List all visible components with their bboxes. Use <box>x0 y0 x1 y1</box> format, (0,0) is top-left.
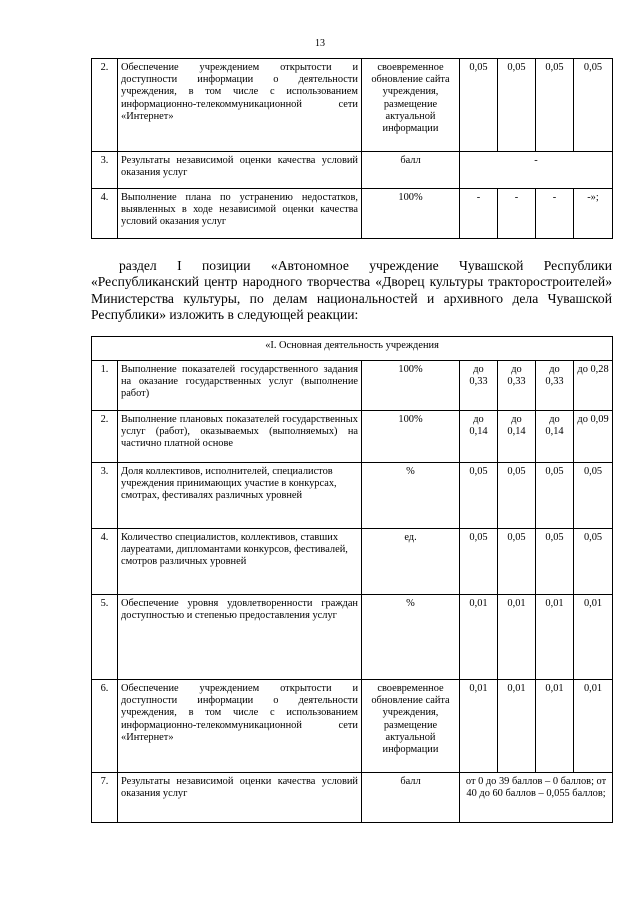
row-number: 6. <box>92 680 118 773</box>
row-value: 0,01 <box>536 595 574 680</box>
row-description: Обеспечение учреждением открытости и доступности информации о деятельности учреждения, в том числе с использованием информационно-телекоммуникационной сети «Интернет» <box>118 59 362 152</box>
row-value: 0,05 <box>498 463 536 529</box>
row-value: 0,01 <box>574 680 613 773</box>
row-description: Выполнение показателей государственного задания на оказание государственных услуг (выполнение работ) <box>118 361 362 411</box>
row-unit: 100% <box>362 361 460 411</box>
row-value: - <box>536 189 574 239</box>
row-description: Результаты независимой оценки качества условий оказания услуг <box>118 152 362 189</box>
table-main <box>91 336 613 823</box>
row-value: 0,05 <box>460 529 498 595</box>
row-number: 7. <box>92 773 118 823</box>
row-unit: своевременное обновление сайта учреждения, размещение актуальной информации <box>362 59 460 152</box>
row-value: 0,05 <box>574 529 613 595</box>
table-row <box>92 680 613 773</box>
row-unit: своевременное обновление сайта учреждения, размещение актуальной информации <box>362 680 460 773</box>
row-number: 3. <box>92 152 118 189</box>
row-value-span: - <box>460 152 613 189</box>
row-number: 4. <box>92 189 118 239</box>
row-description: Обеспечение учреждением открытости и доступности информации о деятельности учреждения, в том числе с использованием информационно-телекоммуникационной сети «Интернет» <box>118 680 362 773</box>
row-number: 2. <box>92 59 118 152</box>
row-value: 0,05 <box>498 59 536 152</box>
row-value: до 0,33 <box>536 361 574 411</box>
row-description: Доля коллективов, исполнителей, специалистов учреждения принимающих участие в конкурсах, смотрах, фестивалях различных уровней <box>118 463 362 529</box>
row-value: до 0,14 <box>460 411 498 463</box>
section-header-row <box>92 337 613 361</box>
row-value: до 0,09 <box>574 411 613 463</box>
row-value: 0,05 <box>574 59 613 152</box>
row-value: 0,01 <box>460 595 498 680</box>
table-row <box>92 152 613 189</box>
row-number: 5. <box>92 595 118 680</box>
body-paragraph <box>91 258 612 324</box>
table-row <box>92 595 613 680</box>
row-value-span: от 0 до 39 баллов – 0 баллов; от 40 до 60 баллов – 0,055 баллов; <box>460 773 613 823</box>
row-unit: балл <box>362 773 460 823</box>
row-value: 0,01 <box>498 680 536 773</box>
row-number: 4. <box>92 529 118 595</box>
row-value: до 0,33 <box>498 361 536 411</box>
row-value: 0,01 <box>498 595 536 680</box>
row-value: до 0,14 <box>498 411 536 463</box>
row-value: 0,05 <box>460 463 498 529</box>
row-value: 0,05 <box>460 59 498 152</box>
row-unit: ед. <box>362 529 460 595</box>
row-unit: 100% <box>362 189 460 239</box>
row-value: 0,01 <box>574 595 613 680</box>
table-row <box>92 463 613 529</box>
row-description: Выполнение плана по устранению недостатков, выявленных в ходе независимой оценки качества условий оказания услуг <box>118 189 362 239</box>
row-value: - <box>460 189 498 239</box>
row-description: Обеспечение уровня удовлетворенности граждан доступностью и степенью предоставления услуг <box>118 595 362 680</box>
table-row <box>92 411 613 463</box>
table-row <box>92 773 613 823</box>
table-row <box>92 189 613 239</box>
row-value: 0,05 <box>498 529 536 595</box>
row-value: -»; <box>574 189 613 239</box>
table-row <box>92 529 613 595</box>
row-number: 3. <box>92 463 118 529</box>
row-value: 0,05 <box>536 463 574 529</box>
row-value: 0,05 <box>536 59 574 152</box>
row-unit: % <box>362 463 460 529</box>
row-unit: балл <box>362 152 460 189</box>
row-unit: 100% <box>362 411 460 463</box>
row-value: до 0,14 <box>536 411 574 463</box>
table-row <box>92 361 613 411</box>
table-row <box>92 59 613 152</box>
row-value: 0,05 <box>536 529 574 595</box>
row-description: Количество специалистов, коллективов, ставших лауреатами, дипломантами конкурсов, фестивалей, смотров различных уровней <box>118 529 362 595</box>
row-value: 0,05 <box>574 463 613 529</box>
row-value: 0,01 <box>460 680 498 773</box>
table-top <box>91 58 613 239</box>
page-number: 13 <box>315 38 325 49</box>
row-value: 0,01 <box>536 680 574 773</box>
row-value: - <box>498 189 536 239</box>
row-value: до 0,33 <box>460 361 498 411</box>
row-description: Результаты независимой оценки качества условий оказания услуг <box>118 773 362 823</box>
row-value: до 0,28 <box>574 361 613 411</box>
row-number: 1. <box>92 361 118 411</box>
row-number: 2. <box>92 411 118 463</box>
row-unit: % <box>362 595 460 680</box>
paragraph-text: раздел I позиции «Автономное учреждение Чувашской Республики «Республиканский центр народного творчества «Дворец культуры тракторостроителей» Министерства культуры, по делам национальностей и архивного дела Чувашской Республики» изложить в следующей реакции: <box>91 258 612 323</box>
section-title: «I. Основная деятельность учреждения <box>92 337 613 361</box>
row-description: Выполнение плановых показателей государственных услуг (работ), оказываемых (выполняемых) на частично платной основе <box>118 411 362 463</box>
